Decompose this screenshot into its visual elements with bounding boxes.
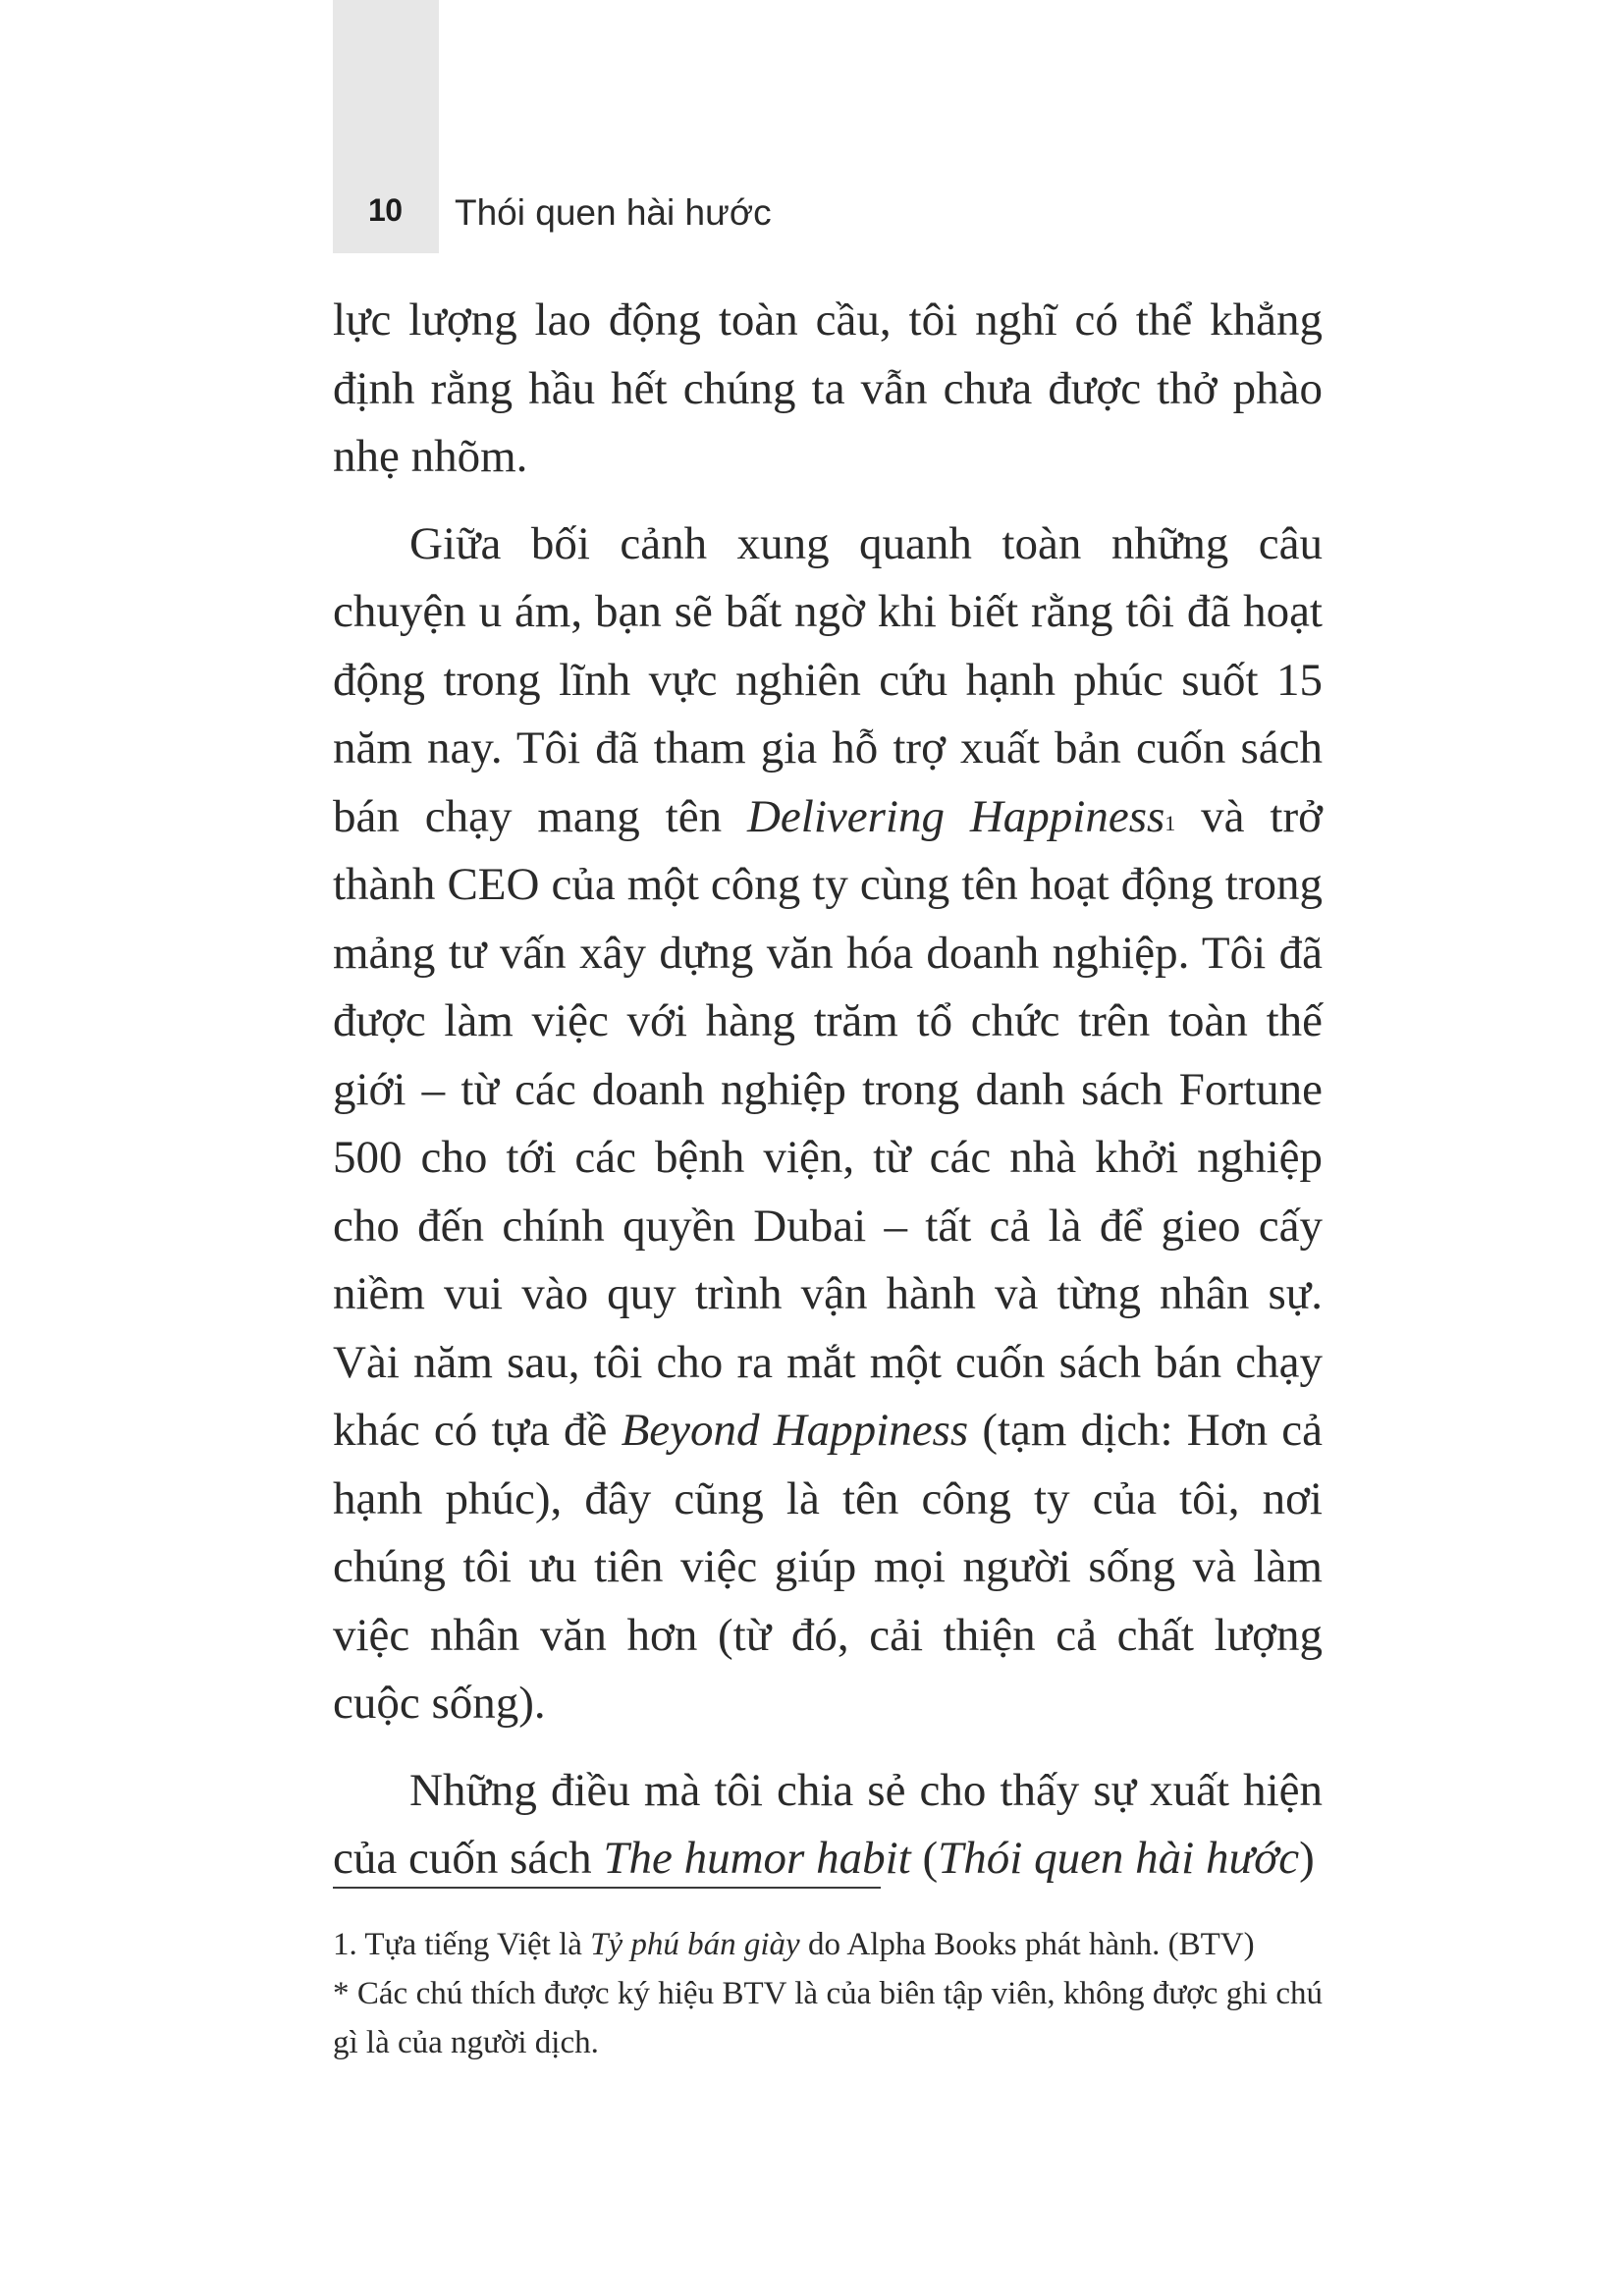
- book-title-humor-habit: The humor habit: [603, 1833, 911, 1884]
- footnote-1: [333, 1920, 1323, 1969]
- paragraph-3: [333, 1757, 1323, 1894]
- body-text: [333, 287, 1323, 1912]
- editor-note: * Các chú thích được ký hiệu BTV là của biên tập viên, không được ghi chú gì là của người dịch.: [333, 1976, 1323, 2060]
- paragraph-2: [333, 510, 1323, 1738]
- paragraph-3-part-a: Những điều mà tôi chia sẻ cho thấy sự xuất hiện của cuốn sách: [333, 1764, 1323, 1884]
- footnotes: [333, 1920, 1323, 2067]
- footnote-1-part-b: do Alpha Books phát hành. (BTV): [799, 1927, 1255, 1962]
- paragraph-2-part-a: Giữa bối cảnh xung quanh toàn những câu chuyện u ám, bạn sẽ bất ngờ khi biết rằng tôi đã hoạt động trong lĩnh vực nghiên cứu hạnh phúc suốt 15 năm nay. Tôi đã tham gia hỗ trợ xuất bản cuốn sách bán chạy mang tên: [333, 517, 1323, 842]
- book-title-vietnamese: Thói quen hài hước: [938, 1833, 1300, 1884]
- footnote-1-part-a: 1. Tựa tiếng Việt là: [333, 1927, 591, 1962]
- book-title-beyond-happiness: Beyond Happiness: [621, 1405, 969, 1456]
- paragraph-3-part-b: (: [910, 1833, 939, 1884]
- paragraph-1: lực lượng lao động toàn cầu, tôi nghĩ có thể khẳng định rằng hầu hết chúng ta vẫn chưa được thở phào nhẹ nhõm.: [333, 294, 1323, 482]
- paragraph-2-part-b: và trở thành CEO của một công ty cùng tên hoạt động trong mảng tư vấn xây dựng văn hóa doanh nghiệp. Tôi đã được làm việc với hàng trăm tổ chức trên toàn thế giới – từ các doanh nghiệp trong danh sách Fortune 500 cho tới các bệnh viện, từ các nhà khởi nghiệp cho đến chính quyền Dubai – tất cả là để gieo cấy niềm vui vào quy trình vận hành và từng nhân sự. Vài năm sau, tôi cho ra mắt một cuốn sách bán chạy khác có tựa đề: [333, 790, 1323, 1456]
- page-number: 10: [368, 192, 403, 228]
- footnote-reference: 1: [1164, 810, 1176, 835]
- book-title-delivering-happiness: Delivering Happiness: [746, 790, 1165, 842]
- footnote-divider: [333, 1887, 881, 1889]
- paragraph-2-part-c: (tạm dịch: Hơn cả hạnh phúc), đây cũng là tên công ty của tôi, nơi chúng tôi ưu tiên việc giúp mọi người sống và làm việc nhân văn hơn (từ đó, cải thiện cả chất lượng cuộc sống).: [333, 1405, 1323, 1729]
- running-title: Thói quen hài hước: [455, 192, 772, 233]
- paragraph-3-part-c: ): [1299, 1833, 1315, 1884]
- footnote-1-title: Tỷ phú bán giày: [590, 1927, 800, 1962]
